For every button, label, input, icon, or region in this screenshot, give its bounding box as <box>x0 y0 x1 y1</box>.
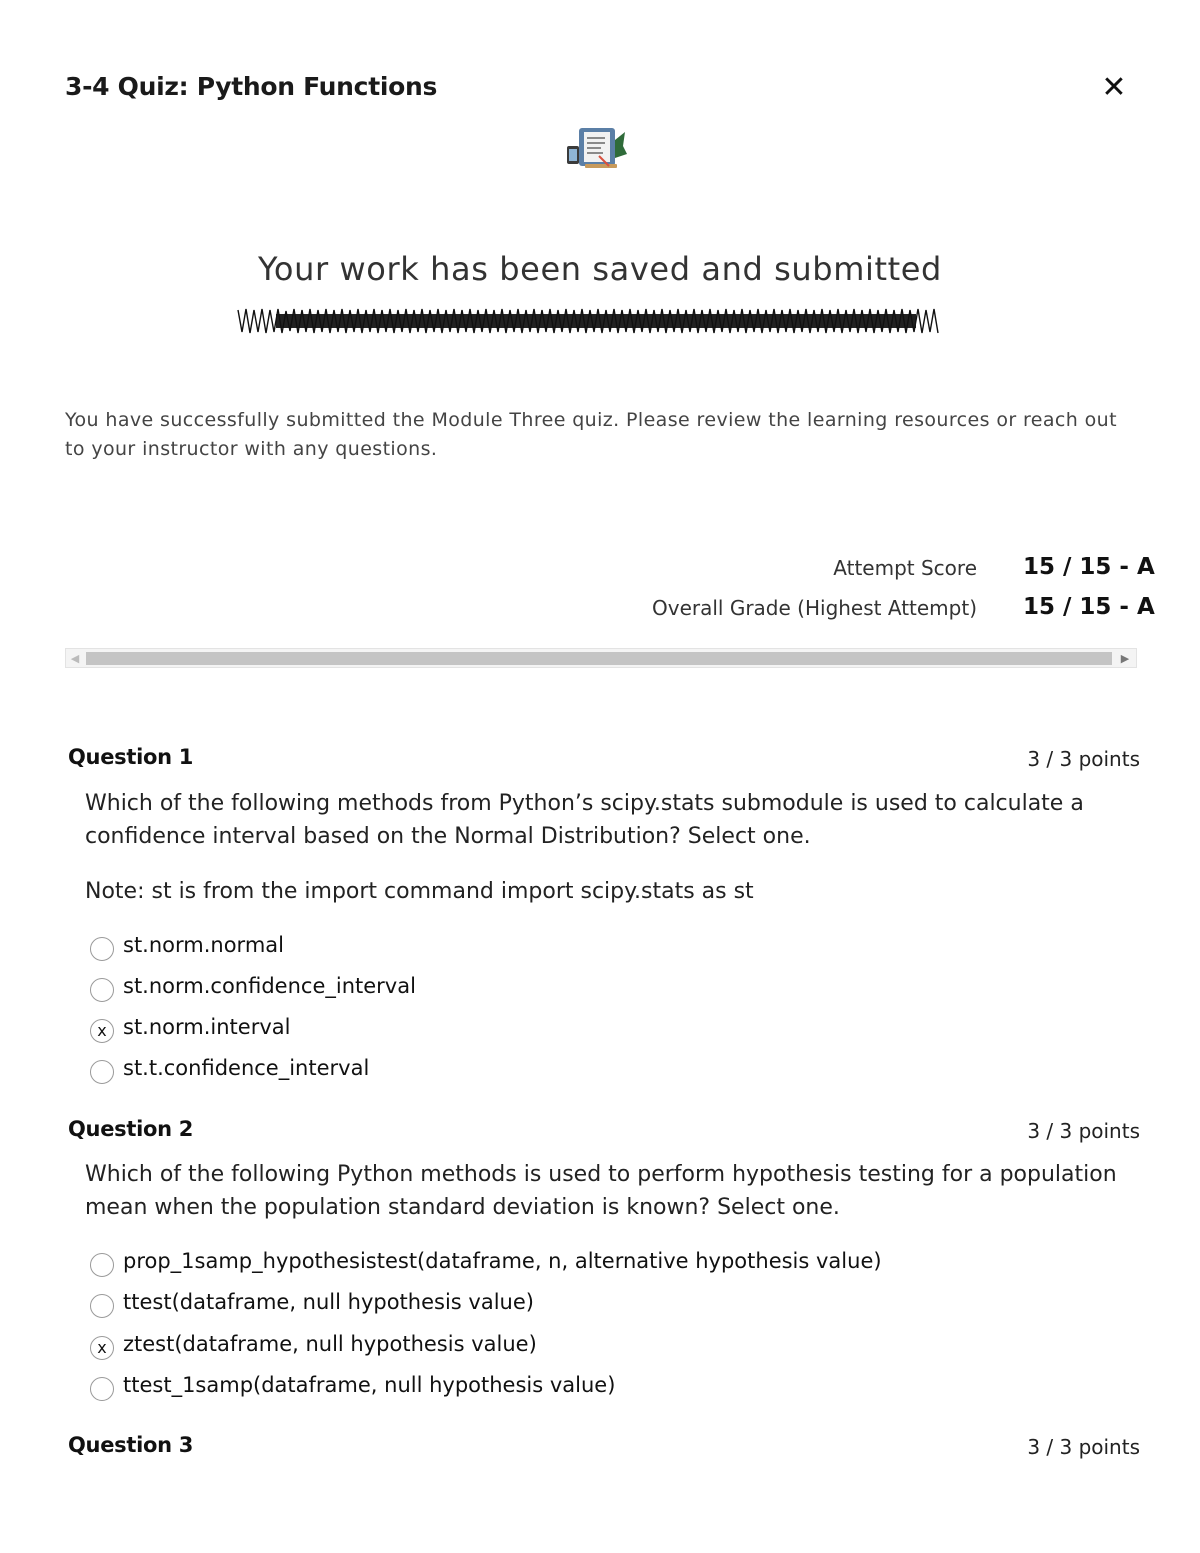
radio-button[interactable] <box>90 1294 114 1318</box>
scroll-left-icon[interactable]: ◀ <box>70 652 80 665</box>
answer-option[interactable] <box>90 1247 1090 1281</box>
answer-option-selected[interactable] <box>90 1330 1090 1364</box>
option-label: st.norm.confidence_interval <box>123 974 416 998</box>
question-points: 3 / 3 points <box>1027 1119 1140 1143</box>
question-2-header <box>68 1117 1140 1147</box>
radio-button[interactable] <box>90 1253 114 1277</box>
overall-grade-label: Overall Grade (Highest Attempt) <box>652 596 977 620</box>
radio-button[interactable] <box>90 1060 114 1084</box>
overall-grade-row <box>65 592 1155 628</box>
option-label: ttest_1samp(dataframe, null hypothesis value) <box>123 1373 616 1397</box>
answer-option[interactable] <box>90 931 1090 965</box>
attempt-score-row <box>65 552 1155 588</box>
question-1-note: Note: st is from the import command import scipy.stats as st <box>85 879 754 904</box>
attempt-score-value: 15 / 15 - A <box>1023 554 1155 580</box>
question-title: Question 3 <box>68 1433 194 1457</box>
question-1-text: Which of the following methods from Python’s scipy.stats submodule is used to calculate a confidence interval based on the Normal Distribution? Select one. <box>85 791 1084 849</box>
answer-option[interactable] <box>90 1054 1090 1088</box>
submission-message: You have successfully submitted the Module Three quiz. Please review the learning resources or reach out to your instructor with any questions. <box>65 409 1117 460</box>
option-label: ttest(dataframe, null hypothesis value) <box>123 1290 534 1314</box>
radio-button[interactable]: x <box>90 1336 114 1360</box>
option-label: st.t.confidence_interval <box>123 1056 370 1080</box>
question-points: 3 / 3 points <box>1027 1435 1140 1459</box>
question-title: Question 2 <box>68 1117 194 1141</box>
redaction-scribble <box>236 306 942 336</box>
quiz-title: 3-4 Quiz: Python Functions <box>65 72 438 101</box>
option-label: prop_1samp_hypothesistest(dataframe, n, alternative hypothesis value) <box>123 1249 882 1273</box>
radio-button[interactable]: x <box>90 1019 114 1043</box>
radio-button[interactable] <box>90 937 114 961</box>
horizontal-scrollbar[interactable] <box>65 648 1137 668</box>
question-title: Question 1 <box>68 745 194 769</box>
option-label: st.norm.interval <box>123 1015 291 1039</box>
scroll-right-icon[interactable]: ▶ <box>1120 652 1130 665</box>
question-points: 3 / 3 points <box>1027 747 1140 771</box>
answer-option[interactable] <box>90 1288 1090 1322</box>
answer-option[interactable] <box>90 972 1090 1006</box>
attempt-score-label: Attempt Score <box>833 556 977 580</box>
quiz-document-icon <box>565 126 629 170</box>
question-2-text: Which of the following Python methods is used to perform hypothesis testing for a population mean when the population standard deviation is known? Select one. <box>85 1162 1117 1220</box>
question-3-header <box>68 1433 1140 1463</box>
submission-heading: Your work has been saved and submitted <box>258 250 942 288</box>
answer-option-selected[interactable] <box>90 1013 1090 1047</box>
close-icon[interactable]: ✕ <box>1101 70 1127 105</box>
scrollbar-thumb[interactable] <box>86 652 1112 665</box>
question-1-header <box>68 745 1140 775</box>
radio-button[interactable] <box>90 978 114 1002</box>
overall-grade-value: 15 / 15 - A <box>1023 594 1155 620</box>
answer-option[interactable] <box>90 1371 1090 1405</box>
radio-button[interactable] <box>90 1377 114 1401</box>
score-summary <box>65 552 1155 642</box>
option-label: ztest(dataframe, null hypothesis value) <box>123 1332 537 1356</box>
option-label: st.norm.normal <box>123 933 284 957</box>
